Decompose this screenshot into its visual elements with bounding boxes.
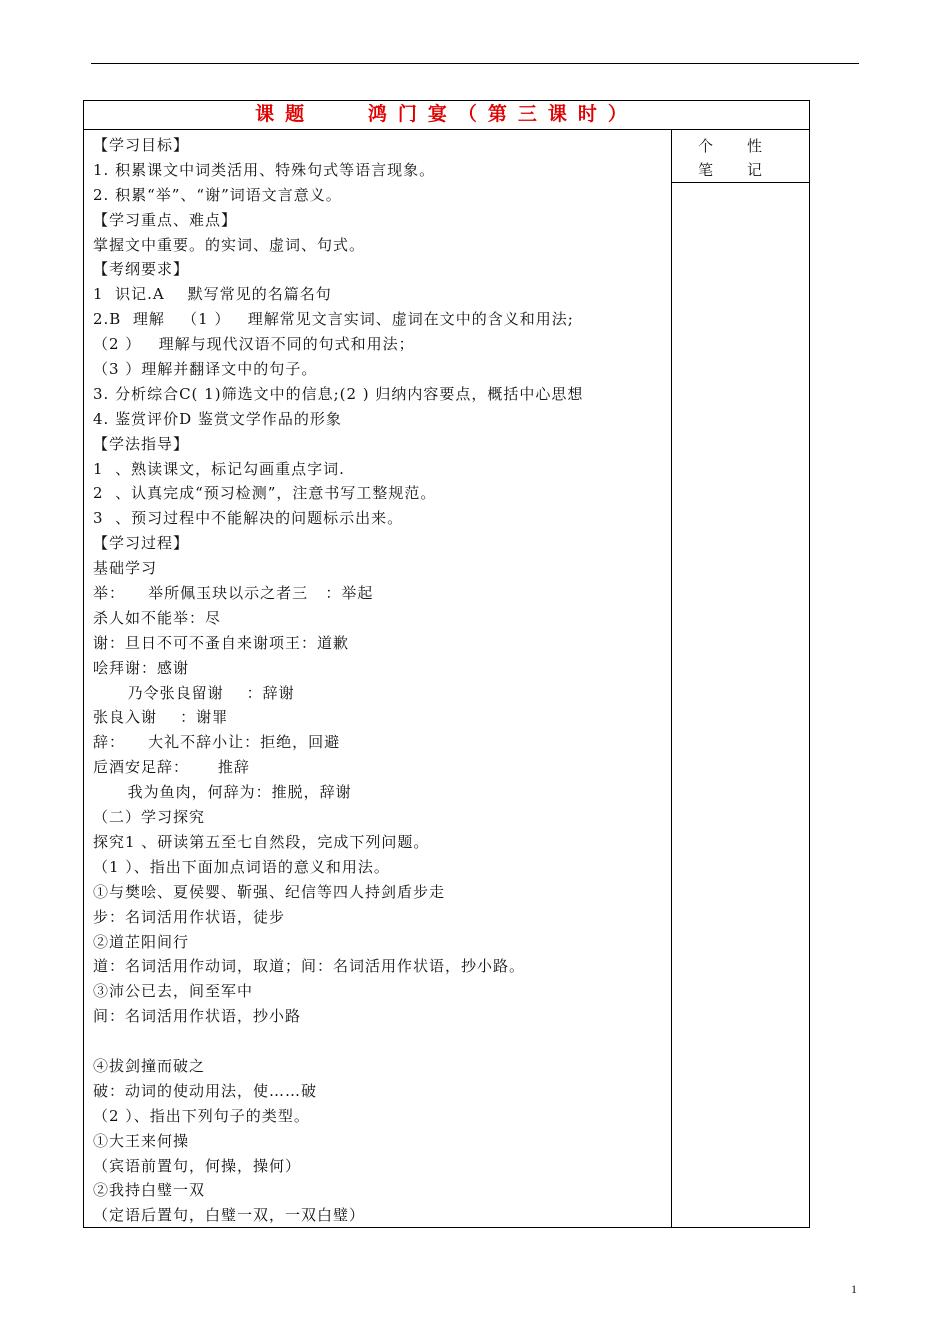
content-line: ④拔剑撞而破之 xyxy=(93,1056,206,1075)
content-line: ②我持白璧一双 xyxy=(93,1181,206,1200)
content-line: 卮酒安足辞： 推辞 xyxy=(93,758,250,777)
content-line: 【考纲要求】 xyxy=(93,260,190,279)
content-line: （宾语前置句，何操，操何） xyxy=(93,1156,302,1175)
content-line: （1 ）、指出下面加点词语的意义和用法。 xyxy=(93,857,390,876)
content-line: 1 识记.A 默写常见的名篇名句 xyxy=(93,285,332,304)
content-line: （3 ）理解并翻译文中的句子。 xyxy=(93,360,318,379)
page-number: 1 xyxy=(851,1282,857,1296)
content-line: 道：名词活用作动词，取道；间：名词活用作状语，抄小路。 xyxy=(93,957,526,976)
content-line: 步：名词活用作状语，徒步 xyxy=(93,907,286,926)
content-line: ①大王来何操 xyxy=(93,1131,190,1150)
main-content-cell xyxy=(84,130,672,1227)
content-line: 探究1 、研读第五至七自然段，完成下列问题。 xyxy=(93,832,430,851)
content-line: ③沛公已去，间至军中 xyxy=(93,982,254,1001)
content-line: 2.B 理解 （1 ） 理解常见文言实词、虚词在文中的含义和用法; xyxy=(93,310,574,329)
content-line: 【学法指导】 xyxy=(93,434,190,453)
content-line: （二）学习探究 xyxy=(93,808,206,827)
lesson-table xyxy=(83,100,810,1228)
content-line: 举： 举所佩玉玦以示之者三 ：举起 xyxy=(93,584,374,603)
content-line: 乃令张良留谢 ：辞谢 xyxy=(93,683,295,702)
content-line: 基础学习 xyxy=(93,559,158,578)
content-line: （2 ） 理解与现代汉语不同的句式和用法； xyxy=(93,335,415,354)
content-line: 2. 积累“举”、“谢”词语文言意义。 xyxy=(93,185,342,204)
content-line: 掌握文中重要。的实词、虚词、句式。 xyxy=(93,235,366,254)
content-line: 间：名词活用作状语，抄小路 xyxy=(93,1007,302,1026)
content-line: 3 、预习过程中不能解决的问题标示出来。 xyxy=(93,509,404,528)
content-line: 谢：旦日不可不蚤自来谢项王：道歉 xyxy=(93,633,350,652)
lesson-title: 课题 鸿门宴（第三课时） xyxy=(84,101,809,130)
content-line: 破：动词的使动用法，使……破 xyxy=(93,1081,318,1100)
content-line: 2 、认真完成“预习检测”，注意书写工整规范。 xyxy=(93,484,437,503)
content-line: 【学习目标】 xyxy=(93,136,190,154)
notes-column xyxy=(672,130,809,1227)
content-line: （定语后置句，白璧一双，一双白璧） xyxy=(93,1206,366,1225)
content-line: 4. 鉴赏评价D 鉴赏文学作品的形象 xyxy=(93,409,342,428)
content-line: 辞： 大礼不辞小让：拒绝，回避 xyxy=(93,733,341,752)
content-line: 我为鱼肉，何辞为：推脱，辞谢 xyxy=(93,783,352,802)
content-line xyxy=(93,1029,668,1054)
content-line: 1. 积累课文中词类活用、特殊句式等语言现象。 xyxy=(93,160,436,179)
content-line: 1 、熟读课文，标记勾画重点字词. xyxy=(93,459,345,478)
content-line: ②道芷阳间行 xyxy=(93,932,190,951)
content-line: 【学习重点、难点】 xyxy=(93,210,238,229)
content-line: （2 ）、指出下列句子的类型。 xyxy=(93,1106,310,1125)
content-line: 张良入谢 ：谢罪 xyxy=(93,708,229,727)
content-line: ①与樊哙、夏侯婴、靳强、纪信等四人持剑盾步走 xyxy=(93,882,446,901)
notes-header: 个性笔记 xyxy=(672,130,809,183)
header-rule xyxy=(91,63,859,64)
lesson-content xyxy=(93,133,668,1228)
content-line: 哙拜谢：感谢 xyxy=(93,658,190,677)
content-line: 3. 分析综合C( 1)筛选文中的信息;(2 ) 归纳内容要点，概括中心思想 xyxy=(93,384,584,403)
content-line: 杀人如不能举：尽 xyxy=(93,608,222,627)
content-line: 【学习过程】 xyxy=(93,534,190,553)
